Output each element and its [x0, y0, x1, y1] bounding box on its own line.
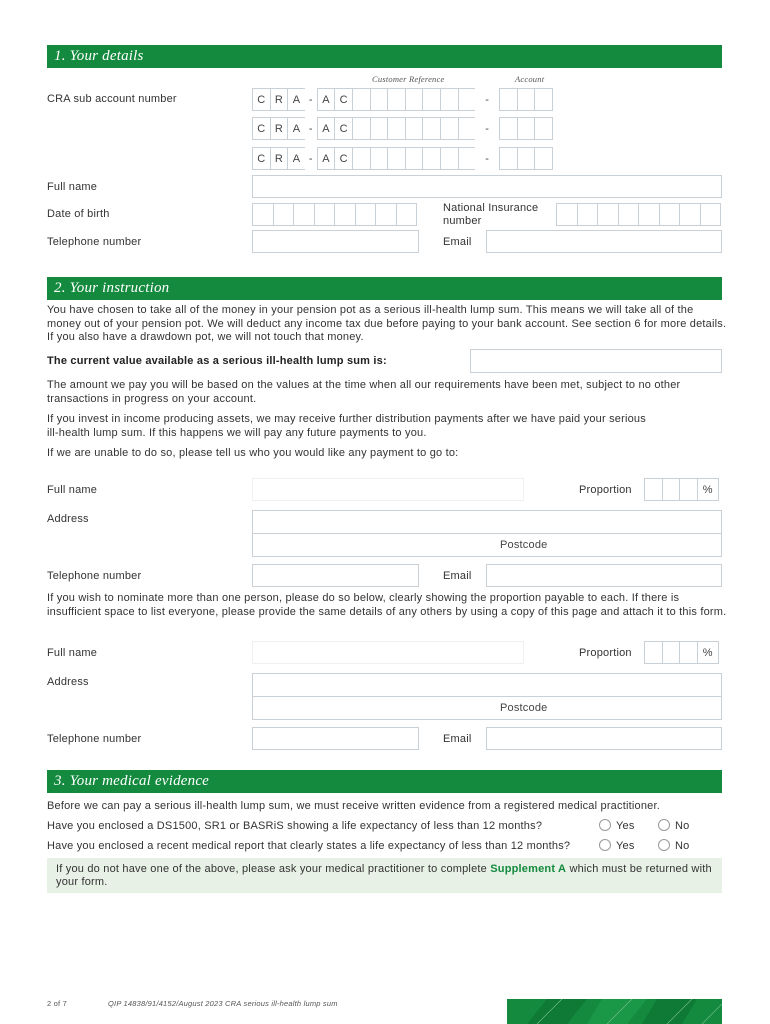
account-cell[interactable]: [534, 88, 553, 111]
nominee2-full-name-input[interactable]: [252, 641, 524, 664]
page-number: 2 of 7: [47, 999, 67, 1008]
full-name-label: Full name: [47, 181, 98, 193]
proportion-cell[interactable]: [679, 478, 698, 501]
customer-reference-cell[interactable]: [440, 88, 459, 111]
nominee1-email-label: Email: [443, 570, 472, 582]
account-dash: -: [475, 147, 499, 170]
customer-reference-caption: Customer Reference: [372, 74, 445, 84]
ni-label-line2: number: [443, 215, 482, 227]
dob-cell[interactable]: [375, 203, 397, 226]
cra-dash: -: [305, 117, 317, 140]
percent-cell: %: [697, 641, 719, 664]
nominee2-address-label: Address: [47, 676, 89, 688]
customer-reference-cell[interactable]: [370, 147, 389, 170]
account-caption: Account: [515, 74, 545, 84]
section-header-your-details: 1. Your details: [47, 45, 722, 68]
dob-cell[interactable]: [355, 203, 377, 226]
nominee1-telephone-input[interactable]: [252, 564, 419, 587]
proportion-cell[interactable]: [662, 641, 681, 664]
account-cell[interactable]: [517, 147, 536, 170]
nominee2-proportion-label: Proportion: [579, 647, 632, 659]
cra-dash: -: [305, 88, 317, 111]
dob-cell[interactable]: [334, 203, 356, 226]
ni-label-line1: National Insurance: [443, 202, 539, 214]
section-header-your-instruction: 2. Your instruction: [47, 277, 722, 300]
nominee1-postcode-label: Postcode: [500, 539, 548, 551]
nominee2-email-input[interactable]: [486, 727, 722, 750]
q1-yes-label: Yes: [616, 820, 635, 832]
account-dash: -: [475, 88, 499, 111]
customer-reference-cell[interactable]: [458, 88, 477, 111]
nominee2-proportion-input[interactable]: [644, 641, 718, 664]
email-input[interactable]: [486, 230, 722, 253]
ni-cell[interactable]: [556, 203, 578, 226]
cra-prefix-cell: R: [270, 147, 289, 170]
cra-row-3[interactable]: [252, 147, 552, 170]
ni-cell[interactable]: [638, 203, 660, 226]
customer-reference-cell[interactable]: [422, 147, 441, 170]
nominee1-address-label: Address: [47, 513, 89, 525]
account-cell[interactable]: [517, 117, 536, 140]
ni-cell[interactable]: [597, 203, 619, 226]
nominee1-telephone-label: Telephone number: [47, 570, 142, 582]
nominee2-telephone-input[interactable]: [252, 727, 419, 750]
proportion-cell[interactable]: [662, 478, 681, 501]
cra-prefix-cell: R: [270, 88, 289, 111]
supplement-note: [47, 858, 722, 893]
dob-cell[interactable]: [314, 203, 336, 226]
customer-reference-cell[interactable]: [370, 117, 389, 140]
dob-cell[interactable]: [252, 203, 274, 226]
date-of-birth-input[interactable]: [252, 203, 416, 226]
account-cell[interactable]: [534, 147, 553, 170]
q2-yes-radio[interactable]: [599, 839, 611, 851]
cra-prefix-cell: C: [252, 117, 271, 140]
cra-row-2[interactable]: [252, 117, 552, 140]
customer-reference-cell[interactable]: [458, 117, 477, 140]
customer-reference-cell[interactable]: [352, 117, 371, 140]
cra-prefix-cell: C: [334, 88, 353, 111]
customer-reference-cell[interactable]: [405, 117, 424, 140]
q1-no-label: No: [675, 820, 690, 832]
medical-intro: Before we can pay a serious ill-health lump sum, we must receive written evidence from a registered medical practitioner.: [47, 800, 660, 812]
nominee2-address-divider: [252, 696, 722, 697]
customer-reference-cell[interactable]: [458, 147, 477, 170]
current-value-label: The current value available as a serious ill-health lump sum is:: [47, 355, 387, 367]
nominee2-postcode-label: Postcode: [500, 702, 548, 714]
instruction-paragraph-4: If we are unable to do so, please tell us who you would like any payment to go to:: [47, 447, 459, 459]
cra-sub-account-label: CRA sub account number: [47, 93, 177, 105]
note-text-pre: If you do not have one of the above, please ask your medical practitioner to complete: [56, 863, 491, 875]
ni-cell[interactable]: [659, 203, 681, 226]
customer-reference-cell[interactable]: [352, 88, 371, 111]
instruction-paragraph-5: If you wish to nominate more than one person, please do so below, clearly showing the proportion payable to each. If there is insufficient space to list everyone, please provide the same details of any others by using a copy of this page and attach it to this form.: [47, 592, 727, 618]
percent-cell: %: [697, 478, 719, 501]
cra-prefix-cell: A: [287, 117, 306, 140]
cra-prefix-cell: A: [287, 88, 306, 111]
brand-pattern-graphic: [507, 999, 722, 1024]
dob-cell[interactable]: [293, 203, 315, 226]
nominee1-proportion-input[interactable]: [644, 478, 718, 501]
customer-reference-cell[interactable]: [387, 147, 406, 170]
cra-prefix-cell: A: [287, 147, 306, 170]
cra-prefix-cell: C: [334, 147, 353, 170]
nominee1-address-divider: [252, 533, 722, 534]
customer-reference-cell[interactable]: [440, 117, 459, 140]
q2-yes-label: Yes: [616, 840, 635, 852]
ni-cell[interactable]: [679, 203, 701, 226]
instruction-paragraph-3-line2: ill-health lump sum. If this happens we will pay any future payments to you.: [47, 427, 427, 439]
proportion-cell[interactable]: [679, 641, 698, 664]
cra-prefix-cell: A: [317, 117, 336, 140]
section-header-medical-evidence: 3. Your medical evidence: [47, 770, 722, 793]
instruction-paragraph-3-line1: If you invest in income producing assets, we may receive further distribution payments after we have paid your serious: [47, 413, 646, 425]
telephone-input[interactable]: [252, 230, 419, 253]
nominee1-proportion-label: Proportion: [579, 484, 632, 496]
instruction-paragraph-2: The amount we pay you will be based on the values at the time when all our requirements have been met, subject to no other transactions in progress on your account.: [47, 379, 681, 405]
customer-reference-cell[interactable]: [387, 88, 406, 111]
email-label: Email: [443, 236, 472, 248]
cra-prefix-cell: C: [252, 147, 271, 170]
ni-cell[interactable]: [618, 203, 640, 226]
account-cell[interactable]: [517, 88, 536, 111]
customer-reference-cell[interactable]: [422, 117, 441, 140]
cra-row-1[interactable]: [252, 88, 552, 111]
customer-reference-cell[interactable]: [370, 88, 389, 111]
account-cell[interactable]: [534, 117, 553, 140]
cra-prefix-cell: R: [270, 117, 289, 140]
medical-question-2: Have you enclosed a recent medical report that clearly states a life expectancy of less than 12 months?: [47, 840, 571, 852]
customer-reference-cell[interactable]: [440, 147, 459, 170]
supplement-a-link[interactable]: Supplement A: [490, 863, 567, 875]
nominee2-telephone-label: Telephone number: [47, 733, 142, 745]
account-cell[interactable]: [499, 88, 518, 111]
cra-prefix-cell: C: [334, 117, 353, 140]
cra-dash: -: [305, 147, 317, 170]
nominee1-full-name-label: Full name: [47, 484, 98, 496]
customer-reference-cell[interactable]: [352, 147, 371, 170]
proportion-cell[interactable]: [644, 641, 663, 664]
document-reference: QIP 14838/91/4152/August 2023 CRA serious ill-health lump sum: [108, 999, 338, 1008]
nominee2-email-label: Email: [443, 733, 472, 745]
account-dash: -: [475, 117, 499, 140]
nominee2-full-name-label: Full name: [47, 647, 98, 659]
customer-reference-cell[interactable]: [405, 88, 424, 111]
account-cell[interactable]: [499, 147, 518, 170]
cra-prefix-cell: A: [317, 88, 336, 111]
proportion-cell[interactable]: [644, 478, 663, 501]
q1-no-radio[interactable]: [658, 819, 670, 831]
q2-no-label: No: [675, 840, 690, 852]
national-insurance-input[interactable]: [556, 203, 720, 226]
current-value-input[interactable]: [470, 349, 722, 373]
instruction-paragraph-1: You have chosen to take all of the money in your pension pot as a serious ill-health lump sum. This means we will take all of the money out of your pension pot. We will deduct any income tax due before paying to your bank account. See section 6 for more details. If you also have a drawdown pot, we will not touch that money.: [47, 304, 727, 343]
ni-cell[interactable]: [700, 203, 722, 226]
nominee1-email-input[interactable]: [486, 564, 722, 587]
date-of-birth-label: Date of birth: [47, 208, 110, 220]
customer-reference-cell[interactable]: [405, 147, 424, 170]
ni-cell[interactable]: [577, 203, 599, 226]
full-name-input[interactable]: [252, 175, 722, 198]
cra-prefix-cell: A: [317, 147, 336, 170]
cra-prefix-cell: C: [252, 88, 271, 111]
nominee1-full-name-input[interactable]: [252, 478, 524, 501]
customer-reference-cell[interactable]: [387, 117, 406, 140]
account-cell[interactable]: [499, 117, 518, 140]
medical-question-1: Have you enclosed a DS1500, SR1 or BASRiS showing a life expectancy of less than 12 months?: [47, 820, 543, 832]
telephone-label: Telephone number: [47, 236, 142, 248]
customer-reference-cell[interactable]: [422, 88, 441, 111]
dob-cell[interactable]: [273, 203, 295, 226]
q1-yes-radio[interactable]: [599, 819, 611, 831]
dob-cell[interactable]: [396, 203, 418, 226]
q2-no-radio[interactable]: [658, 839, 670, 851]
note-text-post: which must be returned with your form.: [56, 863, 712, 888]
